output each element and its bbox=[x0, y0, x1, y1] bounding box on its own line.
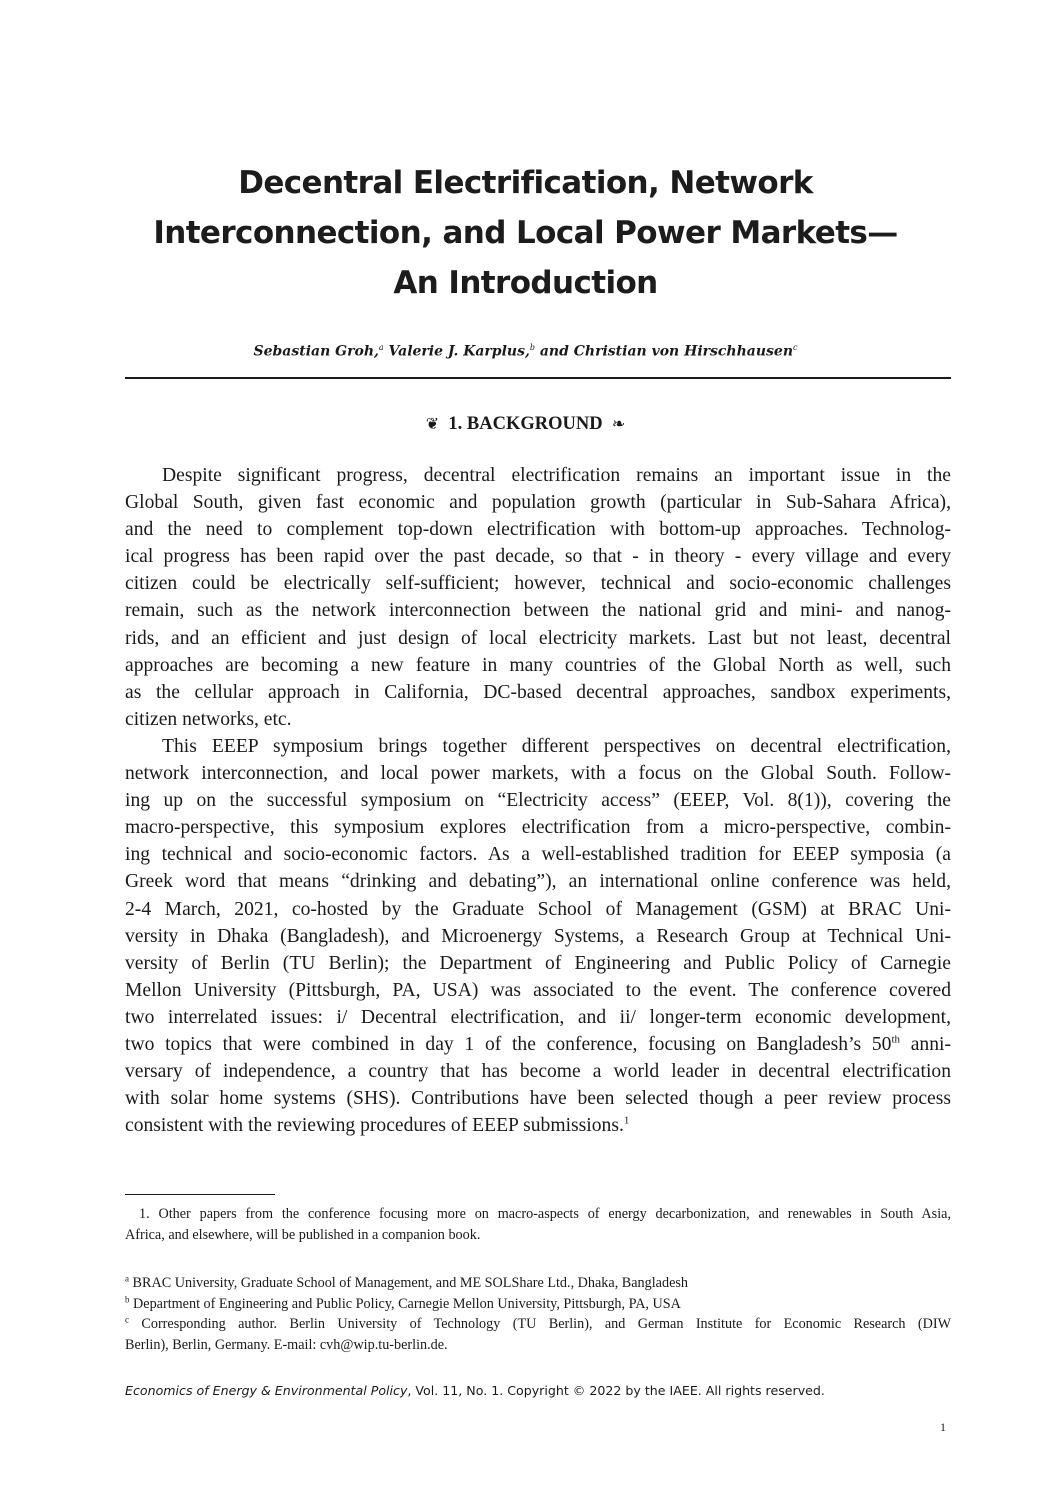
paragraph-line: with solar home systems (SHS). Contributions have been selected though a peer review process bbox=[125, 1088, 951, 1110]
section-heading bbox=[100, 414, 951, 435]
paragraph-line: Despite significant progress, decentral electrification remains an important issue in the bbox=[162, 465, 951, 486]
footnote-ref: 1 bbox=[623, 1114, 630, 1127]
paragraph-line: network interconnection, and local power markets, with a focus on the Global South. Follow- bbox=[125, 763, 951, 785]
journal-citation bbox=[125, 1383, 825, 1398]
affiliation-line bbox=[125, 1273, 951, 1294]
affiliation-line bbox=[125, 1314, 951, 1335]
line-text: consistent with the reviewing procedures of EEEP submissions. bbox=[125, 1115, 624, 1137]
footnote-line: Africa, and elsewhere, will be published in a companion book. bbox=[125, 1227, 481, 1243]
affiliation-text: Berlin), Berlin, Germany. E-mail: cvh@wip.tu-berlin.de. bbox=[125, 1336, 448, 1353]
affiliation-mark: c bbox=[125, 1314, 129, 1325]
author-name: Valerie J. Karplus, bbox=[383, 343, 530, 360]
affiliation-text: Department of Engineering and Public Policy, Carnegie Mellon University, Pittsburgh, PA, USA bbox=[129, 1295, 681, 1312]
paragraph-line: versary of independence, a country that has become a world leader in decentral electrification bbox=[125, 1061, 951, 1083]
author-name: Sebastian Groh, bbox=[253, 343, 379, 360]
title-line: Decentral Electrification, Network bbox=[238, 165, 813, 201]
fleuron-right-icon: ❧ bbox=[611, 416, 626, 433]
header-divider bbox=[125, 377, 951, 379]
paragraph-line: 2-4 March, 2021, co-hosted by the Graduate School of Management (GSM) at BRAC Uni- bbox=[125, 898, 951, 920]
paragraph-line: versity of Berlin (TU Berlin); the Department of Engineering and Public Policy of Carnegie bbox=[125, 952, 951, 974]
affiliation-mark: a bbox=[378, 343, 384, 352]
title-line: An Introduction bbox=[393, 265, 658, 301]
paragraph-line: macro-perspective, this symposium explores electrification from a micro-perspective, combin- bbox=[125, 817, 951, 839]
paragraph-line bbox=[125, 1031, 951, 1058]
paragraph-line: ing up on the successful symposium on “Electricity access” (EEEP, Vol. 8(1)), covering the bbox=[125, 790, 951, 812]
paragraph-line bbox=[125, 1112, 951, 1139]
affiliation-text: Corresponding author. Berlin University of Technology (TU Berlin), and German Institute for Economic Research (DIW bbox=[129, 1316, 951, 1332]
body-text bbox=[125, 462, 951, 1139]
affiliation-mark: a bbox=[125, 1273, 129, 1284]
paragraph-line: and the need to complement top-down electrification with bottom-up approaches. Technolog- bbox=[125, 519, 951, 541]
paragraph-line: citizen networks, etc. bbox=[125, 708, 292, 730]
affiliation-mark: b bbox=[125, 1293, 130, 1304]
ordinal-suffix: th bbox=[891, 1033, 901, 1046]
title-line: Interconnection, and Local Power Markets— bbox=[153, 215, 898, 251]
affiliation-line bbox=[125, 1335, 951, 1356]
paragraph-line: This EEEP symposium brings together different perspectives on decentral electrification, bbox=[162, 735, 951, 757]
journal-details: , Vol. 11, No. 1. Copyright © 2022 by the IAEE. All rights reserved. bbox=[407, 1383, 825, 1398]
paragraph-line: as the cellular approach in California, DC-based decentral approaches, sandbox experiments, bbox=[125, 681, 951, 703]
page-number: 1 bbox=[940, 1420, 946, 1434]
affiliation-mark: b bbox=[529, 343, 535, 352]
paragraph-line: Greek word that means “drinking and debating”), an international online conference was held, bbox=[125, 871, 951, 893]
footnote-line: 1. Other papers from the conference focusing more on macro-aspects of energy decarbonization, and renewables in South Asia, bbox=[139, 1206, 951, 1222]
line-text: anni- bbox=[900, 1033, 951, 1055]
section-heading-text: 1. BACKGROUND bbox=[448, 414, 603, 434]
footnote bbox=[125, 1204, 951, 1246]
author-name: and Christian von Hirschhausen bbox=[534, 343, 794, 360]
fleuron-left-icon: ❦ bbox=[425, 416, 440, 433]
paragraph-line: Mellon University (Pittsburgh, PA, USA) was associated to the event. The conference covered bbox=[125, 979, 951, 1001]
line-text: two topics that were combined in day 1 of the conference, focusing on Bangladesh’s 50 bbox=[125, 1033, 892, 1055]
paragraph-line: approaches are becoming a new feature in many countries of the Global North as well, such bbox=[125, 654, 951, 676]
paragraph-line: rids, and an efficient and just design of local electricity markets. Last but not least, decentral bbox=[125, 627, 951, 649]
affiliation-mark: c bbox=[793, 343, 798, 352]
paper-title bbox=[100, 158, 951, 308]
affiliation-text: BRAC University, Graduate School of Management, and ME SOLShare Ltd., Dhaka, Bangladesh bbox=[129, 1275, 688, 1291]
journal-name: Economics of Energy & Environmental Policy bbox=[125, 1383, 408, 1398]
affiliation-line bbox=[125, 1294, 951, 1315]
paragraph-line: ical progress has been rapid over the past decade, so that - in theory - every village and every bbox=[125, 546, 951, 568]
paragraph-line: remain, such as the network interconnection between the national grid and mini- and nanog- bbox=[125, 600, 951, 622]
paragraph-line: two interrelated issues: i/ Decentral electrification, and ii/ longer-term economic development, bbox=[125, 1006, 951, 1028]
affiliations bbox=[125, 1273, 951, 1355]
paragraph-line: Global South, given fast economic and population growth (particular in Sub-Sahara Africa), bbox=[125, 492, 951, 514]
paragraph-line: ing technical and socio-economic factors. As a well-established tradition for EEEP symposia (a bbox=[125, 844, 951, 866]
paragraph-line: citizen could be electrically self-sufficient; however, technical and socio-economic challenges bbox=[125, 573, 951, 595]
author-list bbox=[100, 343, 951, 360]
paragraph-line: versity in Dhaka (Bangladesh), and Microenergy Systems, a Research Group at Technical Uni- bbox=[125, 925, 951, 947]
footnote-divider bbox=[125, 1194, 275, 1195]
